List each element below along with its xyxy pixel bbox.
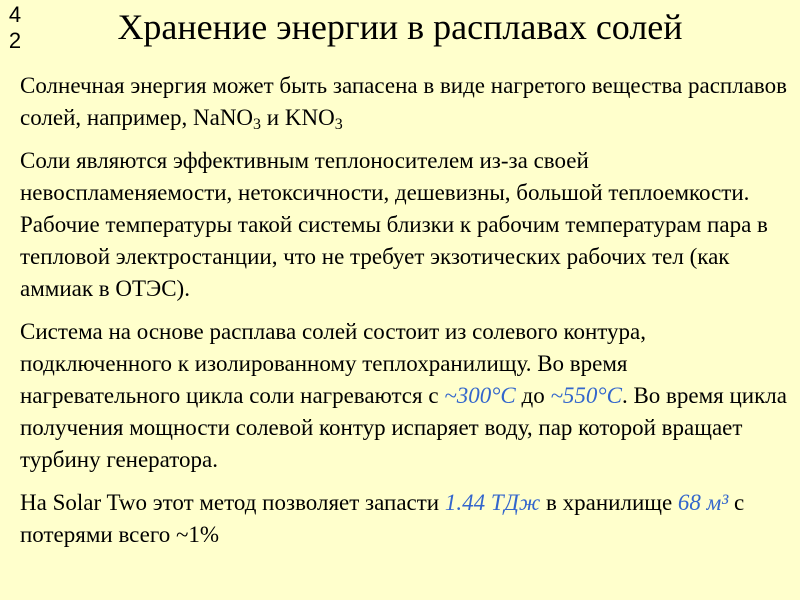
p4-text-b: в хранилище [540, 490, 678, 515]
energy-value: 1.44 ТДж [444, 490, 541, 515]
p1-subscript-a: 3 [253, 116, 262, 133]
paragraph-system-description [20, 316, 790, 476]
paragraph-storage-intro [20, 70, 790, 134]
p4-text-c: с потерями всего ~1% [20, 490, 745, 547]
temperature-low: ~300°C [444, 383, 516, 408]
paragraph-salt-properties: Соли являются эффективным теплоносителем из-за своей невоспламеняемости, нетоксичности, дешевизны, большой теплоемкости. Рабочие температуры такой системы близки к рабочим температурам пара в тепловой электростанции, что не требует экзотических рабочих тел (как аммиак в ОТЭС). [20, 148, 768, 301]
p3-text-a: Система на основе расплава солей состоит из солевого контура, подключенного к изолированному теплохранилищу. Во время нагревательного цикла соли нагреваются с [20, 319, 647, 408]
p1-text-b: и KNO [261, 105, 335, 130]
slide-title: Хранение энергии в расплавах солей [117, 7, 683, 47]
p4-text-a: На Solar Two этот метод позволяет запасти [20, 490, 445, 515]
slide-content [20, 70, 790, 562]
p1-subscript-b: 3 [334, 116, 343, 133]
p1-text-a: Солнечная энергия может быть запасена в виде нагретого вещества расплавов солей, например, NaNO [20, 73, 787, 130]
p3-text-c: . Во время цикла получения мощности солевой контур испаряет воду, пар которой вращает турбину генератора. [20, 383, 787, 472]
paragraph-solar-two [20, 487, 790, 551]
slide-number: 42 [8, 2, 22, 53]
temperature-high: ~550°C [550, 383, 622, 408]
p3-text-b: до [515, 383, 551, 408]
volume-value: 68 м³ [677, 490, 729, 515]
